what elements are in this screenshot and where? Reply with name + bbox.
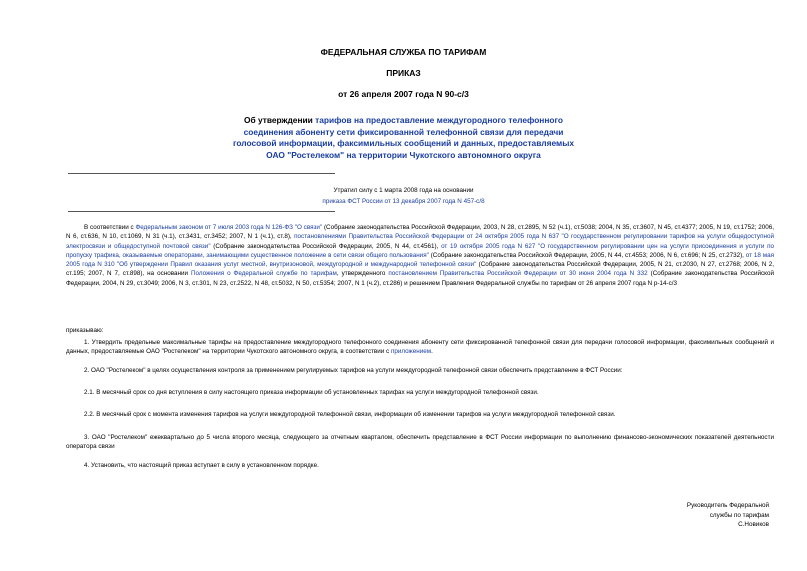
link-resolution-637[interactable]: постановлениями Правительства Российской Федерации от 24 октября 2005 года N 637 "О государственном регулировании тарифов на услуги общедоступной электросвязи и общедоступной почтовой связи" — [66, 233, 774, 250]
preamble-paragraph — [66, 223, 774, 288]
signature-position: Руководитель Федеральной — [686, 502, 769, 509]
item-4: 4. Установить, что настоящий приказ вступает в силу в установленном порядке. — [84, 462, 319, 469]
signature-name: С.Новиков — [738, 521, 769, 528]
document-date-number: от 26 апреля 2007 года N 90-с/3 — [338, 89, 469, 99]
preamble-text: , утвержденного — [336, 270, 389, 278]
title-prefix: Об утверждении — [243, 115, 316, 125]
item-2: 2. ОАО "Ростелеком" в целях осуществления контроля за применением регулируемых тарифов на услуги междугородной телефонной связи обеспечить представление в ФСТ России: — [84, 367, 623, 374]
link-resolution-310[interactable]: от 18 мая 2005 года N 310 "Об утверждении Правил оказания услуг местной, внутризоновой, междугородной и международной телефонной связи" — [66, 251, 774, 269]
preamble-text: (Собрание законодательства Российской Федерации, 2005, N 44, ст.4553; 2006, N 6, ст.696; N 25, ст.2732), — [428, 251, 746, 259]
link-fts-regulation[interactable]: Положения о Федеральной службе по тарифам — [190, 270, 337, 278]
divider-top — [68, 173, 335, 174]
title-link[interactable]: тарифов на предоставление междугородного телефонного соединения абоненту сети фиксированной телефонной связи для передачи голосовой информации, факсимильных сообщений и данных, предоставляемых ОАО "Ростелеком" на территории Чукотского автономного округа — [232, 115, 575, 160]
preamble-text: (Собрание законодательства Российской Федерации, 2003, N 28, ст.2895, N 52 (ч.1), ст.5038; 2004, N 35, ст.3607, N 45, ст.4377; 2005, N 19, ст.1752; 2006, N 6, ст.636, N 10, ст.1069, N 31 (ч.1), ст.3431, ст.3452; 2007, N 1 (ч.1), ст.8), — [66, 224, 774, 241]
link-resolution-332[interactable]: постановлением Правительства Российской Федерации от 30 июня 2004 года N 332 — [388, 270, 648, 278]
repeal-text: Утратил силу с 1 марта 2008 года на основании — [333, 187, 474, 194]
item-2-2: 2.2. В месячный срок с момента изменения тарифов на услуги междугородной телефонной связи, информации об изменении тарифов на услуги междугородной телефонной связи. — [84, 411, 616, 418]
preamble-text: (Собрание законодательства Российской Федерации, 2005, N 21, ст.2030, N 27, ст.2768; 2006, N 2, ст.195; 2007, N 7, ст.898), на основании — [66, 261, 774, 278]
item-3: 3. ОАО "Ростелеком" ежеквартально до 5 числа второго месяца, следующего за отчетным кварталом, обеспечить представление в ФСТ России информации по выполнению финансово-экономических показателей деятельности оператора связи — [66, 434, 774, 451]
preamble-text: В соответствии с — [84, 224, 136, 231]
agency-name: ФЕДЕРАЛЬНАЯ СЛУЖБА ПО ТАРИФАМ — [320, 47, 487, 57]
divider-bottom — [68, 211, 335, 212]
orders-label: приказываю: — [66, 327, 104, 334]
item-2-1: 2.1. В месячный срок со дня вступления в силу настоящего приказа информации об установленных тарифах на услуги междугородной телефонной связи. — [84, 389, 539, 396]
repeal-note — [0, 186, 807, 207]
item-1 — [66, 338, 774, 357]
link-communications-law[interactable]: Федеральным законом от 7 июля 2003 года N 126-ФЗ "О связи" — [135, 224, 323, 231]
item-1-text: 1. Утвердить предельные максимальные тарифы на предоставление междугородного телефонного соединения абоненту сети фиксированной телефонной связи для передачи голосовой информации, факсимильных сообщений и данных, предоставляемые ОАО "Ростелеком" на территории Чукотского автономного округа, в соответствии с — [66, 339, 774, 356]
link-appendix[interactable]: приложением — [390, 348, 432, 356]
document-type: ПРИКАЗ — [386, 68, 421, 78]
item-1-end: . — [431, 348, 433, 356]
signature-block — [687, 501, 769, 530]
document-title — [0, 115, 807, 161]
link-resolution-627[interactable]: от 19 октября 2005 года N 627 "О государственном регулировании цен на услуги присоединения и услуги по пропуску трафика, оказываемые операторами, занимающими существенное положение в сети связи общего пользования" — [66, 242, 775, 259]
preamble-text: (Собрание законодательства Российской Федерации, 2004, N 29, ст.3049; 2006, N 3, ст.301, N 23, ст.2522, N 48, ст.5032, N 50, ст.5354; 2007, N 1 (ч.2), ст.286) и решением Правления Федеральной службы по тарифам от 26 апреля 2007 года N p-14-c/3 — [66, 270, 775, 287]
preamble-text: (Собрание законодательства Российской Федерации, 2005, N 44, ст.4561), — [210, 242, 442, 250]
repeal-link[interactable]: приказа ФСТ России от 13 декабря 2007 года N 457-с/8 — [322, 197, 485, 205]
signature-agency: службы по тарифам — [709, 511, 769, 519]
